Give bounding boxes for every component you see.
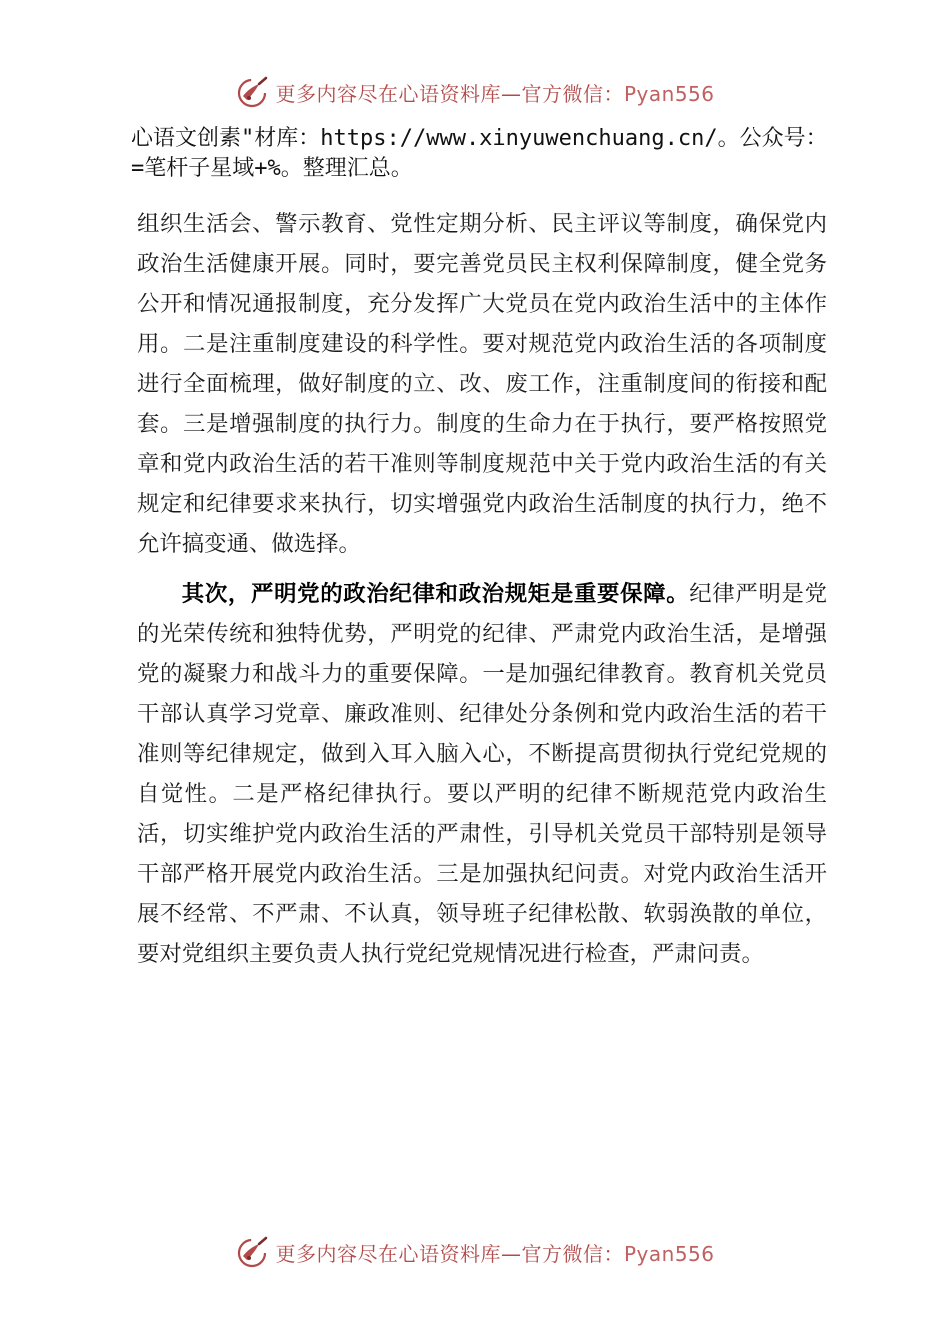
paragraph-1-text: 组织生活会、警示教育、党性定期分析、民主评议等制度，确保党内政治生活健康开展。同时，要完善党员民主权利保障制度，健全党务公开和情况通报制度，充分发挥广大党员在党内政治生活中的主体作用。二是注重制度建设的科学性。要对规范党内政治生活的各项制度进行全面梳理，做好制度的立、改、废工作，注重制度间的衔接和配套。三是增强制度的执行力。制度的生命力在于执行，要严格按照党章和党内政治生活的若干准则等制度规范中关于党内政治生活的有关规定和纪律要求来执行，切实增强党内政治生活制度的执行力，绝不允许搞变通、做选择。 — [137, 211, 827, 557]
paragraph-1 — [137, 204, 827, 564]
banner-text — [275, 78, 714, 107]
document-body — [137, 204, 827, 974]
banner-wechat-id: Pyan556 — [623, 81, 715, 106]
brush-logo-icon — [235, 74, 271, 110]
header-banner — [0, 72, 950, 112]
brush-logo-icon — [235, 1234, 271, 1270]
banner-label: 更多内容尽在心语资料库—官方微信： — [275, 1241, 624, 1266]
paragraph-2-heading: 其次，严明党的政治纪律和政治规矩是重要保障。 — [181, 581, 690, 607]
banner-text — [275, 1238, 714, 1267]
banner-label: 更多内容尽在心语资料库—官方微信： — [275, 81, 624, 106]
source-note: 心语文创素"材库：https://www.xinyuwenchuang.cn/。公众号：=笔杆子星域+%。整理汇总。 — [131, 126, 828, 181]
paragraph-2-text: 纪律严明是党的光荣传统和独特优势，严明党的纪律、严肃党内政治生活，是增强党的凝聚力和战斗力的重要保障。一是加强纪律教育。教育机关党员干部认真学习党章、廉政准则、纪律处分条例和党内政治生活的若干准则等纪律规定，做到入耳入脑入心，不断提高贯彻执行党纪党规的自觉性。二是严格纪律执行。要以严明的纪律不断规范党内政治生活，切实维护党内政治生活的严肃性，引导机关党员干部特别是领导干部严格开展党内政治生活。三是加强执纪问责。对党内政治生活开展不经常、不严肃、不认真，领导班子纪律松散、软弱涣散的单位，要对党组织主要负责人执行党纪党规情况进行检查，严肃问责。 — [137, 581, 828, 967]
banner-wechat-id: Pyan556 — [623, 1241, 715, 1266]
footer-banner — [0, 1232, 950, 1272]
paragraph-2 — [137, 574, 827, 974]
